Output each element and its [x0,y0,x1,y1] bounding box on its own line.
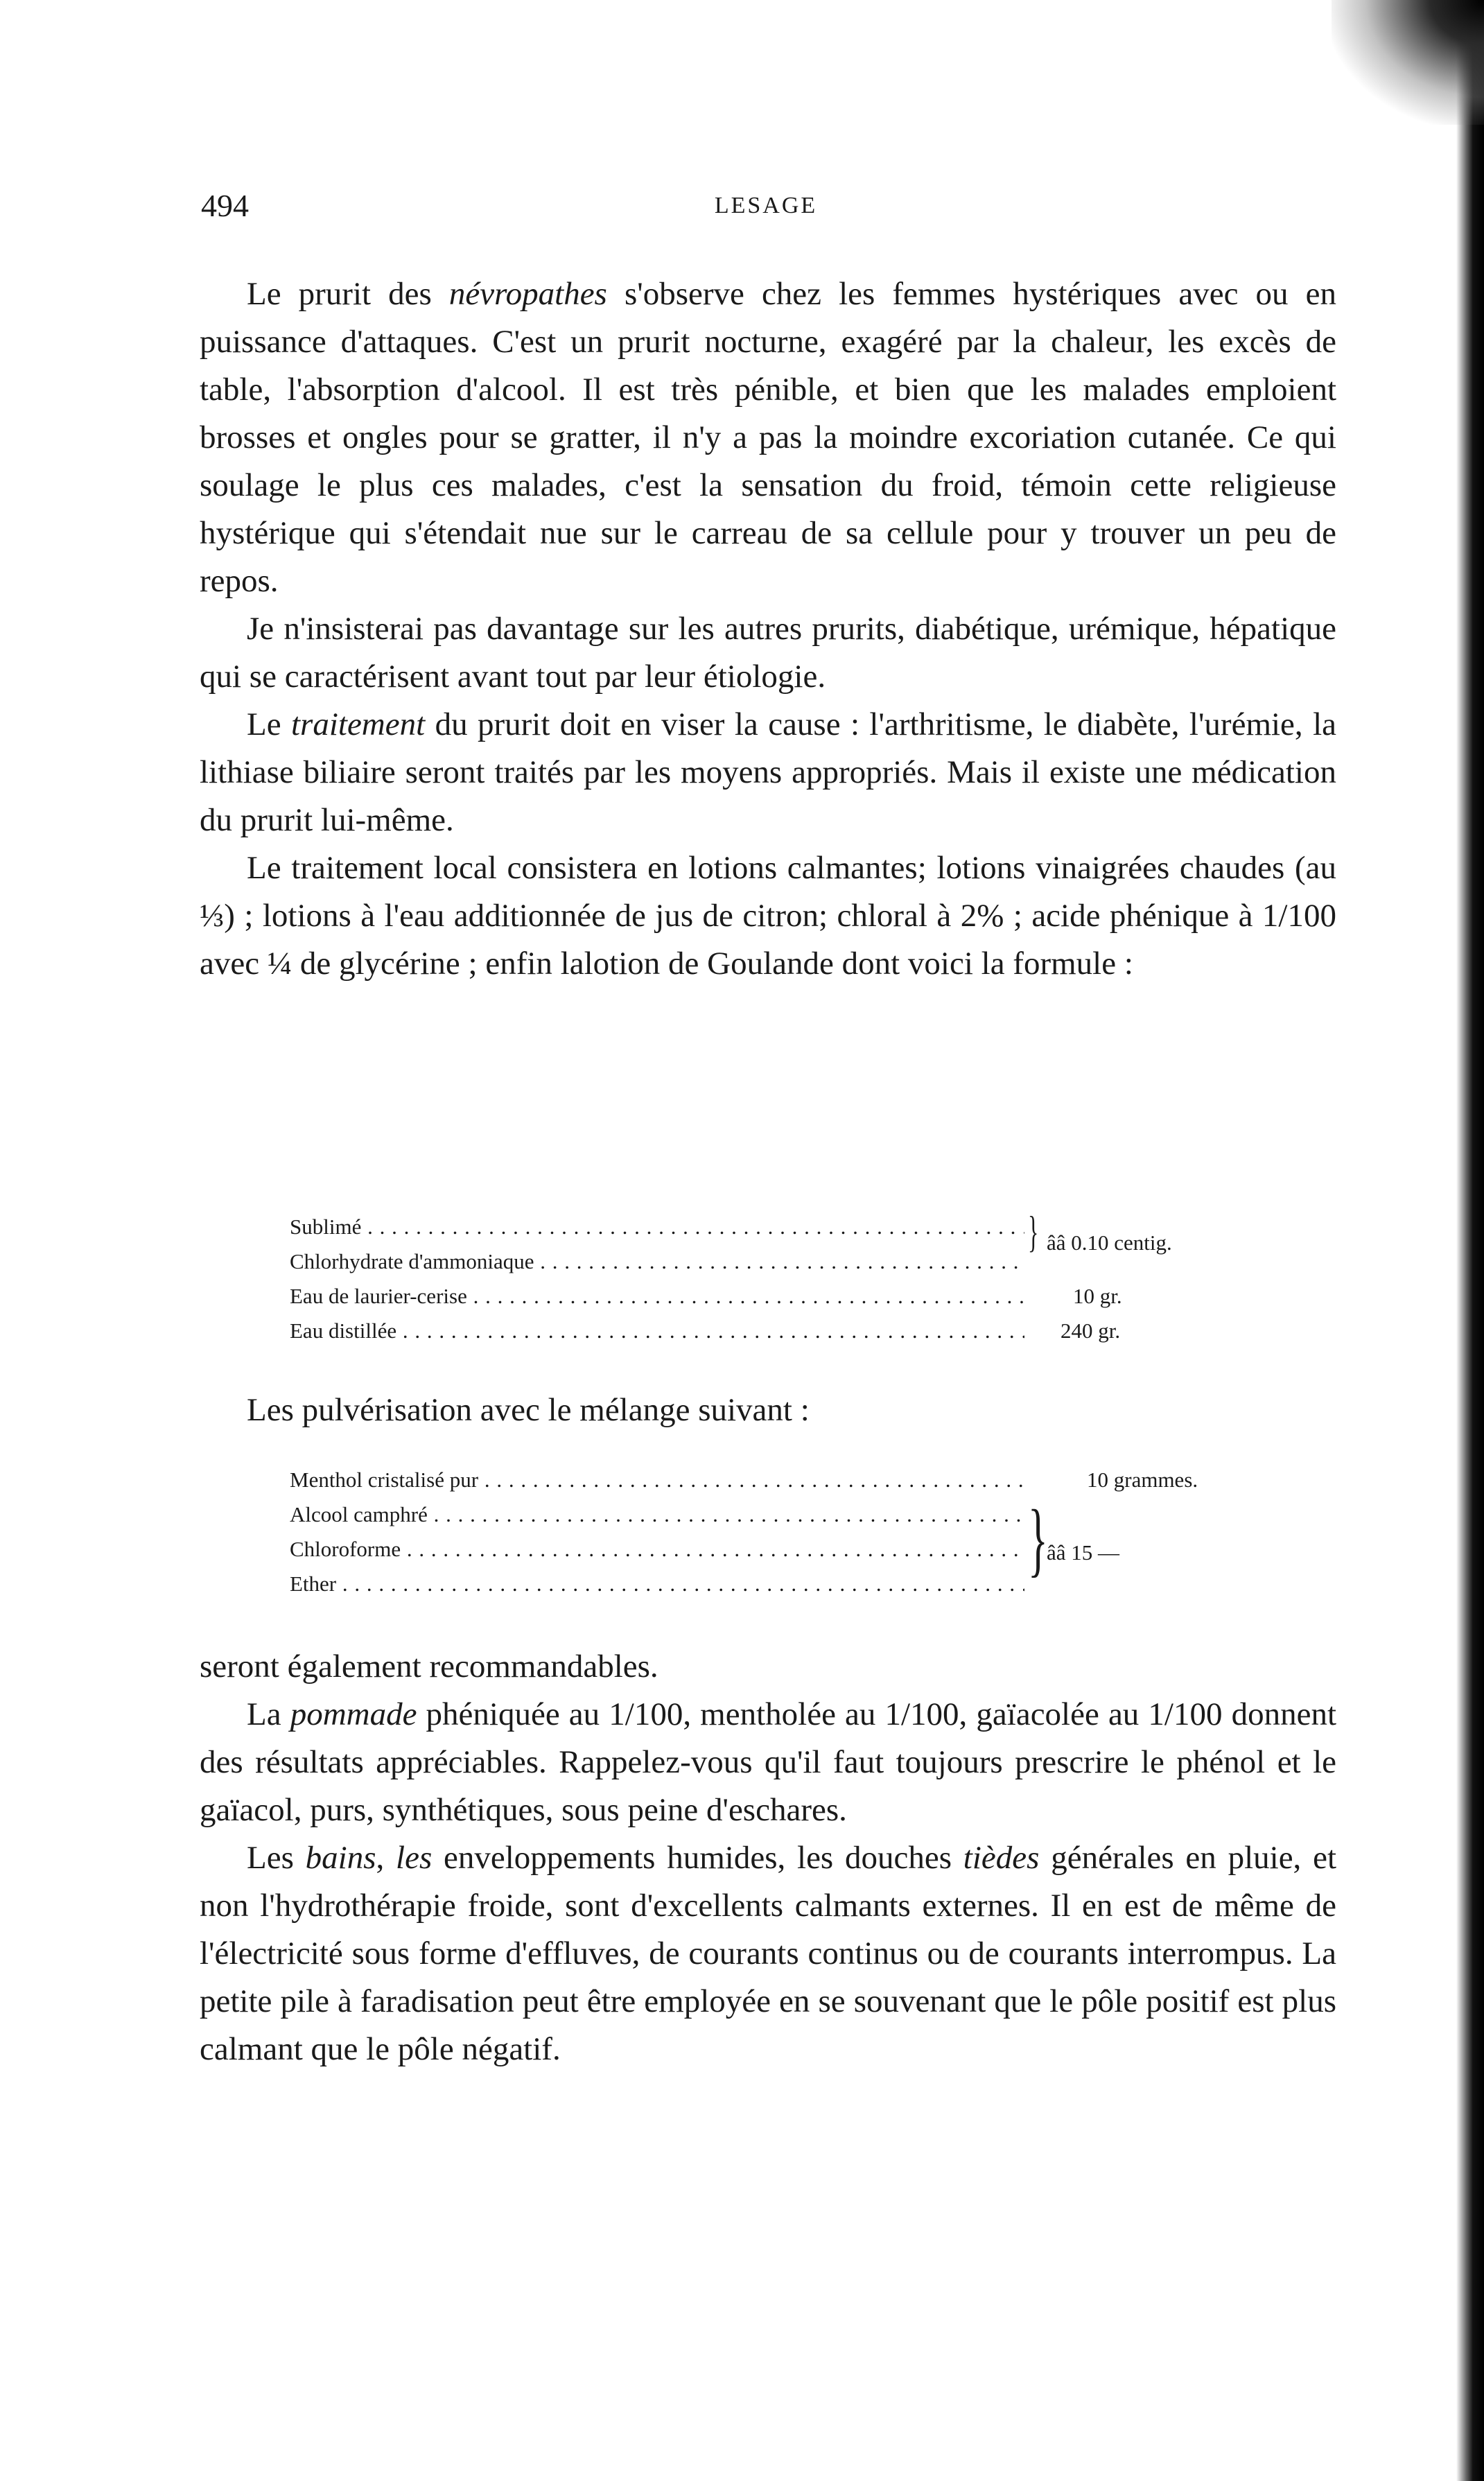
paragraph-pommade: La pommade phéniquée au 1/100, mentholée au 1/100, gaïacolée au 1/100 donnent des résultats appréciables. Rappelez-vous qu'il faut toujours prescrire le phénol et le gaïacol, purs, synthétiques, sous peine d'eschares. [200,1696,1336,1828]
paragraph-traitement-local: Le traitement local consistera en lotions calmantes; lotions vinaigrées chaudes (au ⅓) ; lotions à l'eau additionnée de jus de citron; chloral à 2% ; acide phénique à 1/100 avec ¼ de glycérine ; enfin lalotion de Goulande dont voici la formule : [200,850,1336,982]
formula-ingredient: Chloroforme . . . [290,1532,1024,1567]
formula-shared-quantity: ââ 15 — [1047,1540,1120,1565]
formula-quantity: 10 gr. [1073,1284,1122,1308]
emphasis-tiedes: tièdes [963,1840,1040,1876]
paragraph-bains: Les bains, les enveloppements humides, les douches tièdes générales en pluie, et non l'hydrothérapie froide, sont d'excellents calmants externes. Il en est de même de l'électricité sous forme d'effluves, de courants continus ou de courants interrompus. La petite pile à faradisation peut être employée en se souvenant que le pôle positif est plus calmant que le pôle négatif. [200,1840,1336,2067]
emphasis-traitement: traitement [290,706,426,742]
formula-ingredient: Ether . . . [290,1567,1024,1601]
formula-quantity: 240 gr. [1060,1318,1121,1343]
formula-ingredient: Menthol cristalisé pur . . . [290,1463,1024,1497]
paragraph-pulverisation: Les pulvérisation avec le mélange suivant : [247,1392,810,1428]
emphasis-pommade: pommade [290,1696,417,1732]
text-section-3 [200,1643,1336,2073]
page-corner-shadow [1332,0,1484,125]
formula-row [290,1567,1274,1601]
paragraph-recommandables: seront également recommandables. [200,1648,658,1685]
formula-ingredient: Eau distillée . . . [290,1314,1024,1348]
text-section-1 [200,270,1336,988]
formula-pulverisation [290,1463,1274,1601]
brace-icon: } [1028,1207,1039,1256]
formula-ingredient: Chlorhydrate d'ammoniaque . . . [290,1244,1024,1279]
page-edge-shadow [1456,0,1484,2481]
formula-row [290,1532,1274,1567]
formula-row [290,1279,1274,1314]
page-number: 494 [201,188,249,223]
formula-row [290,1463,1274,1497]
formula-ingredient: Sublimé . . . [290,1210,1024,1244]
paragraph-traitement: Le traitement du prurit doit en viser la cause : l'arthritisme, le diabète, l'urémie, la lithiase biliaire seront traités par les moyens appropriés. Mais il existe une médication du prurit lui-même. [200,706,1336,838]
brace-icon: } [1028,1492,1048,1585]
running-head: LESAGE [714,193,818,218]
formula-row [290,1497,1274,1532]
formula-ingredient: Alcool camphré . . . [290,1497,1024,1532]
formula-goulande [290,1207,1274,1348]
paragraph-nevropathes: Le prurit des névropathes s'observe chez les femmes hystériques avec ou en puissance d'attaques. C'est un prurit nocturne, exagéré par la chaleur, les excès de table, l'absorption d'alcool. Il est très pénible, et bien que les malades emploient brosses et ongles pour se gratter, il n'y a pas la moindre excoriation cutanée. Ce qui soulage le plus ces malades, c'est la sensation du froid, témoin cette religieuse hystérique qui s'étendait nue sur le carreau de sa cellule pour y trouver un peu de repos. [200,276,1336,599]
formula-ingredient: Eau de laurier-cerise . . . [290,1279,1024,1314]
emphasis-les: les [396,1840,433,1876]
emphasis-nevropathes: névropathes [448,276,607,312]
formula-quantity: 10 grammes. [1087,1468,1198,1492]
formula-row [290,1314,1274,1348]
page-header [201,187,1331,236]
emphasis-bains: bains [305,1840,376,1876]
formula-shared-quantity: ââ 0.10 centig. [1047,1230,1172,1255]
text-section-2 [200,1386,1336,1434]
paragraph-autres-prurits: Je n'insisterai pas davantage sur les autres prurits, diabétique, urémique, hépatique qui se caractérisent avant tout par leur étiologie. [200,611,1336,695]
